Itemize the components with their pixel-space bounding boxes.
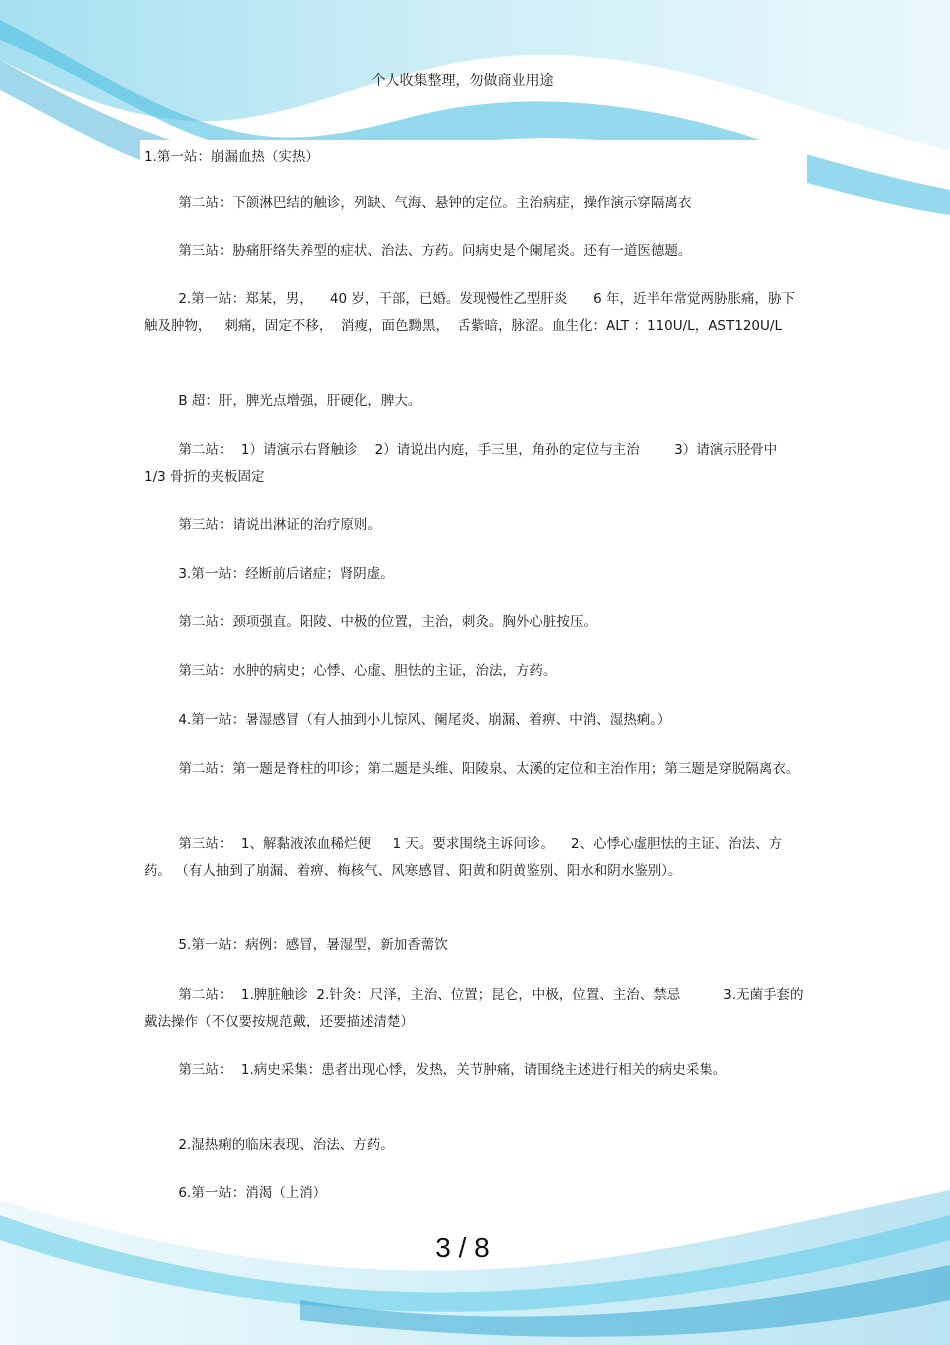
paragraph-1: 1.第一站：崩漏血热（实热）	[144, 149, 319, 165]
page-number: 3 / 8	[435, 1232, 490, 1263]
paragraph-18: 6.第一站：消渴（上消）	[144, 1185, 327, 1201]
paragraph-9: 第二站：颈项强直。阳陵、中极的位置，主治，刺灸。胸外心脏按压。	[144, 614, 597, 630]
paragraph-12: 第二站：第一题是脊柱的叩诊；第二题是头维、阳陵泉、太溪的定位和主治作用；第三题是穿脱隔离衣。	[144, 761, 800, 777]
paragraph-5: B 超：肝，脾光点增强，肝硬化，脾大。	[144, 393, 422, 409]
paragraph-15: 第二站： 1.脾脏触诊 2.针灸：尺泽，主治、位置；昆仑，中极，位置、主治、禁忌 3.无菌手套的戴法操作（不仅要按规范戴，还要描述清楚）	[144, 987, 804, 1030]
paragraph-3: 第三站：胁痛肝络失养型的症状、治法、方药。问病史是个阑尾炎。还有一道医德题。	[144, 243, 692, 259]
paragraph-17: 2.湿热痢的临床表现、治法、方药。	[144, 1137, 394, 1153]
paragraph-2: 第二站：下颌淋巴结的触诊，列缺、气海、悬钟的定位。主治病症，操作演示穿隔离衣	[144, 195, 692, 211]
document-content	[140, 140, 807, 1204]
paragraph-14: 5.第一站：病例：感冒，暑湿型，新加香薷饮	[144, 937, 448, 953]
paragraph-10: 第三站：水肿的病史；心悸、心虚、胆怯的主证，治法，方药。	[144, 663, 557, 679]
paragraph-11: 4.第一站：暑湿感冒（有人抽到小儿惊风、阑尾炎、崩漏、着痹、中消、湿热痢。）	[144, 712, 671, 728]
header-note: 个人收集整理，勿做商业用途	[371, 73, 554, 89]
paragraph-16: 第三站： 1.病史采集：患者出现心悸，发热，关节肿痛，请围绕主述进行相关的病史采集。	[144, 1062, 727, 1078]
paragraph-6: 第二站： 1）请演示右肾触诊 2）请说出内庭，手三里，角孙的定位与主治 3）请演示胫骨中 1/3 骨折的夹板固定	[144, 442, 786, 485]
paragraph-13: 第三站： 1、解黏液浓血稀烂便 1 天。要求围绕主诉问诊。 2、心悸心虚胆怯的主证、治法、方药。 （有人抽到了崩漏、着痹、梅核气、风寒感冒、阳黄和阴黄鉴别、阳水和阴水鉴别）。	[144, 836, 783, 879]
paragraph-7: 第三站：请说出淋证的治疗原则。	[144, 517, 381, 533]
paragraph-8: 3.第一站：经断前后诸症；肾阴虚。	[144, 566, 394, 582]
paragraph-4: 2.第一站：郑某，男， 40 岁，干部，已婚。发现慢性乙型肝炎 6 年，近半年常觉两胁胀痛，胁下触及肿物， 刺痛，固定不移， 消瘦，面色黝黑， 舌紫暗，脉涩。血生化：ALT ：110U/L，AST120U/L	[144, 291, 795, 334]
